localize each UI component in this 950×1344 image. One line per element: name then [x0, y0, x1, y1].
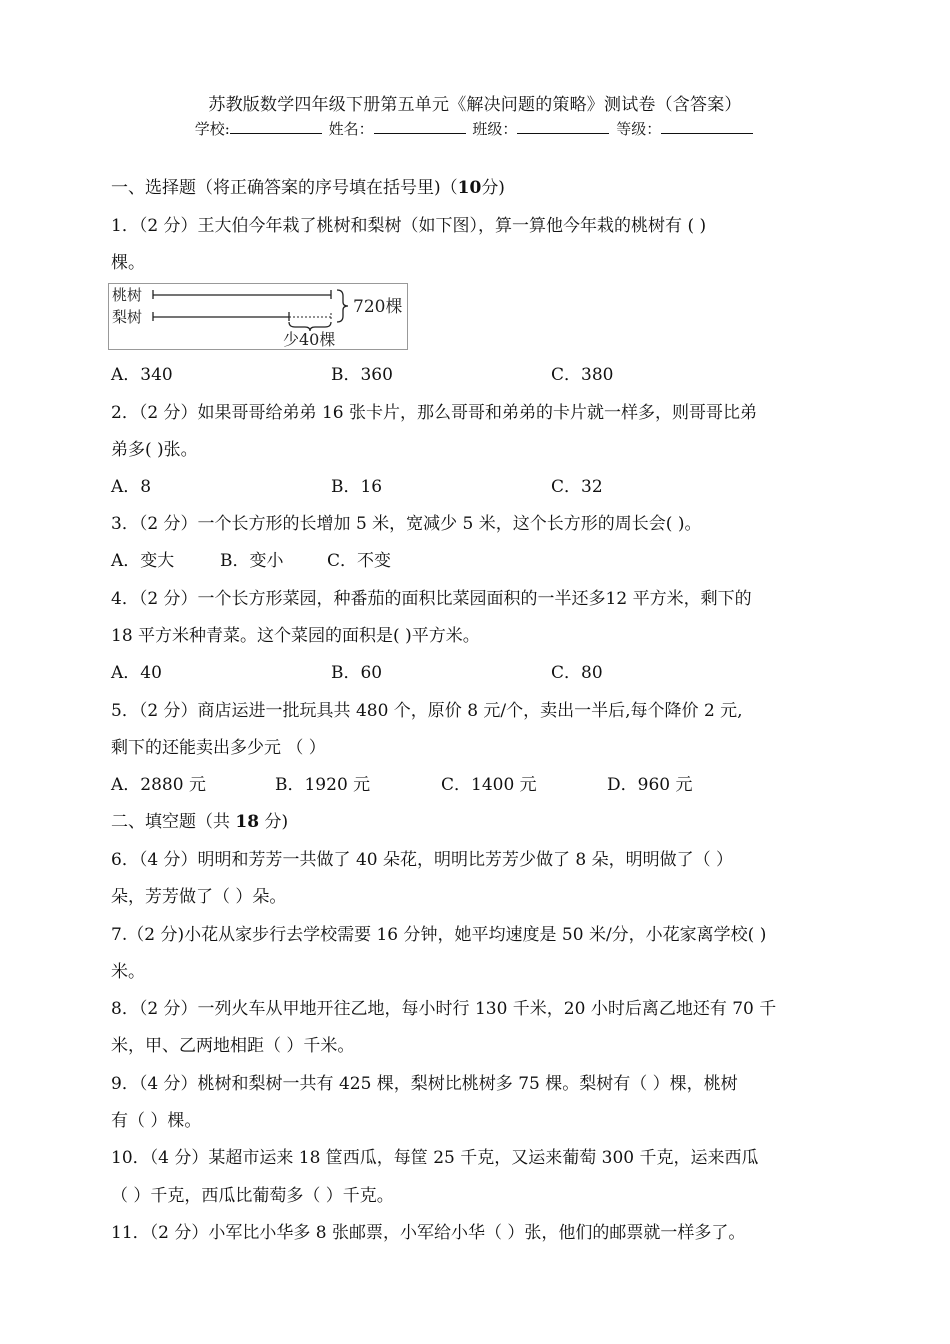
page-title: 苏教版数学四年级下册第五单元《解决问题的策略》测试卷（含答案） [208, 95, 742, 115]
question-4-line2: 18 平方米种青菜。这个菜园的面积是( )平方米。 [111, 626, 480, 646]
question-6-line2: 朵，芳芳做了（ ）朵。 [111, 887, 287, 907]
question-4-line1: 4．（2 分）一个长方形菜园，种番茄的面积比菜园面积的一半还多12 平方米，剩下的 [111, 589, 752, 609]
name-label: 姓名： [328, 120, 374, 138]
school-label: 学校: [194, 120, 230, 138]
q2-option-c[interactable]: C．32 [551, 477, 603, 497]
q5-option-a[interactable]: A．2880 元 [111, 775, 206, 795]
question-1-line2: 棵。 [111, 253, 145, 273]
question-1-line-diagram [108, 283, 408, 350]
question-6-line1: 6．（4 分）明明和芳芳一共做了 40 朵花，明明比芳芳少做了 8 朵，明明做了（ ） [111, 850, 734, 870]
q2-option-a[interactable]: A．8 [111, 477, 152, 497]
total-label: 720棵 [353, 297, 403, 317]
q4-option-c[interactable]: C．80 [551, 663, 603, 683]
q1-option-b[interactable]: B．360 [331, 365, 393, 385]
difference-label: 少40棵 [283, 330, 336, 349]
question-1-line1: 1．（2 分）王大伯今年栽了桃树和梨树（如下图），算一算他今年栽的桃树有 ( ) [111, 216, 707, 236]
pear-tree-label: 梨树 [112, 308, 143, 326]
question-11-line1: 11．（2 分）小军比小华多 8 张邮票，小军给小华（ ）张，他们的邮票就一样多了。 [111, 1223, 746, 1243]
section-heading-fill: 二、填空题（共 18 分) [111, 812, 289, 832]
question-2-line1: 2．（2 分）如果哥哥给弟弟 16 张卡片，那么哥哥和弟弟的卡片就一样多，则哥哥比弟 [111, 403, 757, 423]
student-info-row [0, 118, 950, 139]
peach-tree-label: 桃树 [112, 286, 143, 304]
q1-option-a[interactable]: A．340 [111, 365, 173, 385]
question-8-line2: 米，甲、乙两地相距（ ）千米。 [111, 1036, 355, 1056]
question-5-line1: 5．（2 分）商店运进一批玩具共 480 个，原价 8 元/个，卖出一半后,每个降价 2 元, [111, 701, 743, 721]
q3-option-a[interactable]: A．变大 [111, 551, 175, 571]
question-9-line1: 9．（4 分）桃树和梨树一共有 425 棵，梨树比桃树多 75 棵。梨树有（ ）棵，桃树 [111, 1074, 738, 1094]
question-7-line1: 7.（2 分)小花从家步行去学校需要 16 分钟，她平均速度是 50 米/分，小花家离学校( ) [111, 925, 767, 945]
q5-option-b[interactable]: B．1920 元 [275, 775, 371, 795]
grade-label: 等级： [616, 120, 662, 138]
q2-option-b[interactable]: B．16 [331, 477, 383, 497]
q5-option-c[interactable]: C．1400 元 [441, 775, 537, 795]
q5-option-d[interactable]: D．960 元 [607, 775, 693, 795]
section-heading-choice: 一、选择题（将正确答案的序号填在括号里)（10分) [111, 178, 505, 198]
q3-option-c[interactable]: C．不变 [327, 551, 392, 571]
q4-option-a[interactable]: A．40 [111, 663, 162, 683]
question-8-line1: 8．（2 分）一列火车从甲地开往乙地，每小时行 130 千米，20 小时后离乙地还有 70 千 [111, 999, 777, 1019]
q1-option-c[interactable]: C．380 [551, 365, 614, 385]
question-10-line1: 10．（4 分）某超市运来 18 筐西瓜，每筐 25 千克，又运来葡萄 300 千克，运来西瓜 [111, 1148, 759, 1168]
question-10-line2: （ ）千克，西瓜比葡萄多（ ）千克。 [111, 1186, 394, 1206]
total-brace [337, 290, 348, 322]
question-2-line2: 弟多( )张。 [111, 440, 198, 460]
class-label: 班级： [472, 120, 518, 138]
class-blank[interactable] [517, 119, 609, 134]
question-7-line2: 米。 [111, 962, 145, 982]
question-3-line1: 3．（2 分）一个长方形的长增加 5 米，宽减少 5 米，这个长方形的周长会( )。 [111, 514, 702, 534]
name-blank[interactable] [374, 119, 466, 134]
school-blank[interactable] [230, 119, 322, 134]
q3-option-b[interactable]: B．变小 [220, 551, 284, 571]
grade-blank[interactable] [661, 119, 753, 134]
q4-option-b[interactable]: B．60 [331, 663, 383, 683]
question-9-line2: 有（ ）棵。 [111, 1111, 202, 1131]
question-5-line2: 剩下的还能卖出多少元 （ ） [111, 738, 326, 758]
